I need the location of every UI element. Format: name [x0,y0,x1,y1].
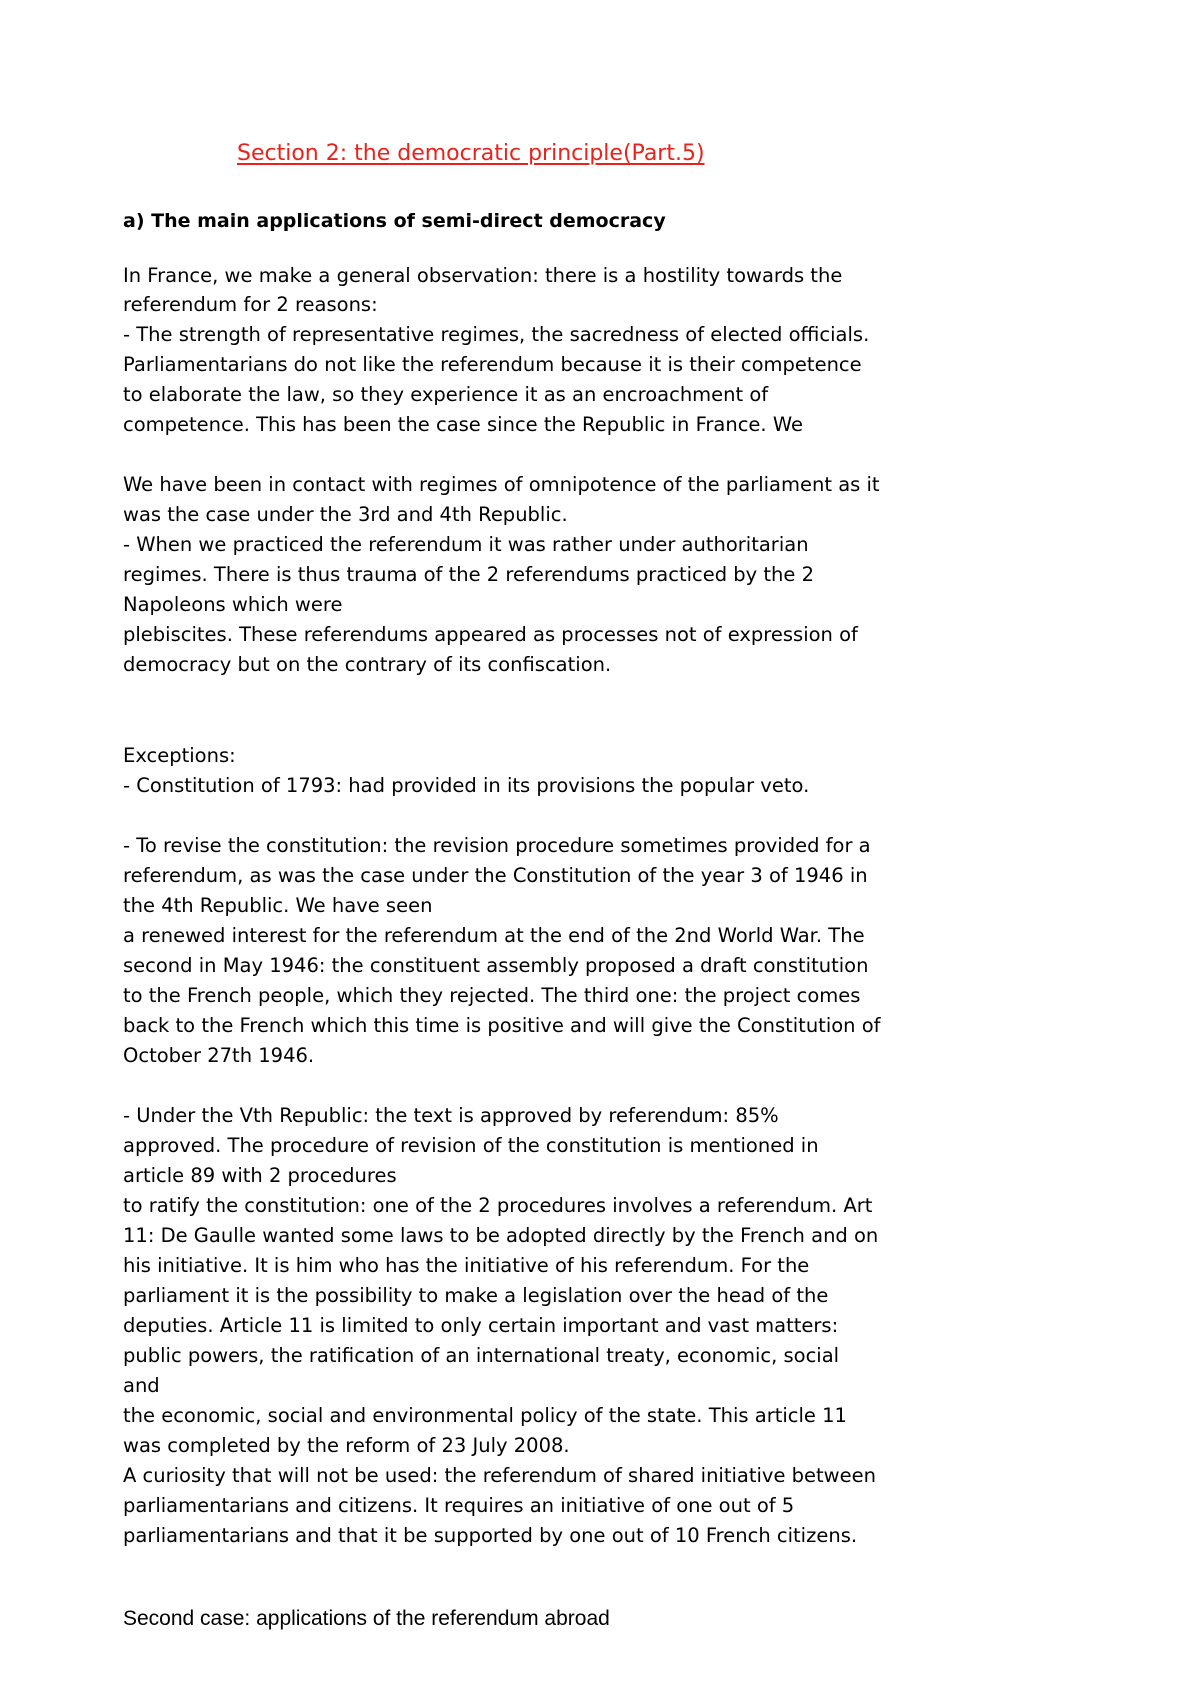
body-line: deputies. Article 11 is limited to only certain important and vast matters: [123,1314,839,1337]
body-line: We have been in contact with regimes of omnipotence of the parliament as it [123,473,880,496]
body-line: parliament it is the possibility to make a legislation over the head of the [123,1284,829,1307]
body-line: competence. This has been the case since the Republic in France. We [123,413,803,436]
body-line: Exceptions: [123,744,236,767]
body-line: Napoleons which were [123,593,343,616]
body-line: to ratify the constitution: one of the 2 procedures involves a referendum. Art [123,1194,873,1217]
body-line: plebiscites. These referendums appeared as processes not of expression of [123,623,858,646]
body-line: was completed by the reform of 23 July 2008. [123,1434,570,1457]
body-line: his initiative. It is him who has the initiative of his referendum. For the [123,1254,810,1277]
section-title: Section 2: the democratic principle(Part.5) [237,141,705,166]
body-line: to elaborate the law, so they experience it as an encroachment of [123,383,769,406]
body-line: - The strength of representative regimes, the sacredness of elected officials. [123,323,870,346]
body-line: In France, we make a general observation: there is a hostility towards the [123,264,843,287]
body-line: regimes. There is thus trauma of the 2 referendums practiced by the 2 [123,563,815,586]
body-line: parliamentarians and that it be supported by one out of 10 French citizens. [123,1524,858,1547]
body-line: was the case under the 3rd and 4th Republic. [123,503,568,526]
body-line: October 27th 1946. [123,1044,315,1067]
body-line: - Under the Vth Republic: the text is approved by referendum: 85% [123,1104,779,1127]
body-line: Parliamentarians do not like the referendum because it is their competence [123,353,862,376]
body-line: referendum, as was the case under the Constitution of the year 3 of 1946 in [123,864,868,887]
body-line: the economic, social and environmental policy of the state. This article 11 [123,1404,847,1427]
body-line: - Constitution of 1793: had provided in its provisions the popular veto. [123,774,810,797]
body-line: A curiosity that will not be used: the referendum of shared initiative between [123,1464,876,1487]
footer-note: Second case: applications of the referendum abroad [123,1607,610,1630]
body-line: approved. The procedure of revision of the constitution is mentioned in [123,1134,819,1157]
body-line: article 89 with 2 procedures [123,1164,397,1187]
body-line: and [123,1374,160,1397]
body-line: 11: De Gaulle wanted some laws to be adopted directly by the French and on [123,1224,879,1247]
body-line: parliamentarians and citizens. It requires an initiative of one out of 5 [123,1494,795,1517]
body-line: a renewed interest for the referendum at the end of the 2nd World War. The [123,924,865,947]
body-line: - When we practiced the referendum it was rather under authoritarian [123,533,809,556]
body-line: public powers, the ratification of an international treaty, economic, social [123,1344,840,1367]
body-line: to the French people, which they rejected. The third one: the project comes [123,984,861,1007]
body-line: referendum for 2 reasons: [123,293,378,316]
body-line: back to the French which this time is positive and will give the Constitution of [123,1014,881,1037]
body-line: - To revise the constitution: the revision procedure sometimes provided for a [123,834,871,857]
subheading: a) The main applications of semi-direct democracy [123,210,666,232]
body-line: the 4th Republic. We have seen [123,894,433,917]
body-line: democracy but on the contrary of its confiscation. [123,653,612,676]
body-line: second in May 1946: the constituent assembly proposed a draft constitution [123,954,869,977]
